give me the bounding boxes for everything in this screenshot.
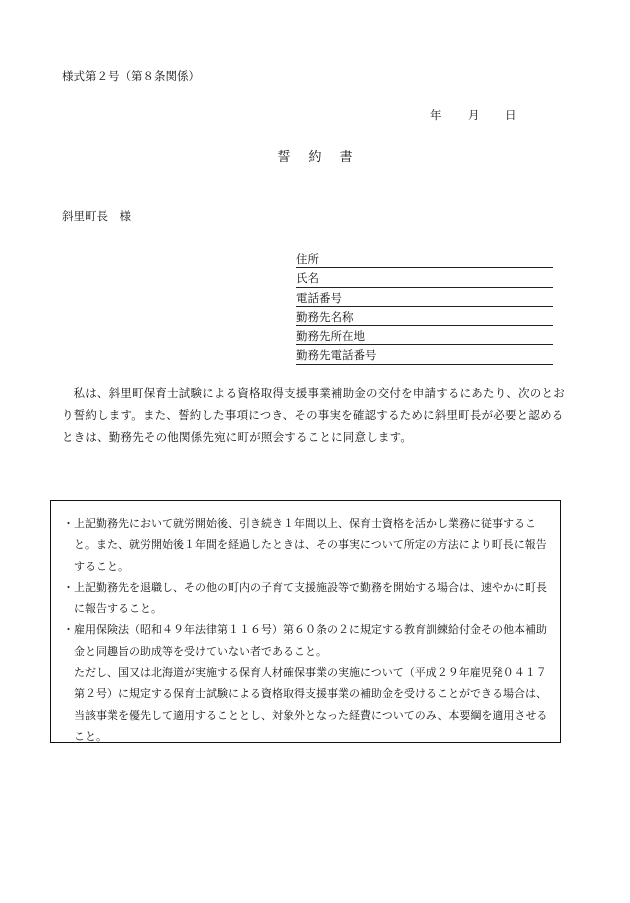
pledge-statement: 私は、斜里町保育士試験による資格取得支援事業補助金の交付を申請するにあたり、次のとおり誓約します。また、誓約した事項につき、その事実を確認するために斜里町長が必要と認めるときは、勤務先その他関係先宛に町が照会することに同意します。: [62, 386, 565, 444]
conditions-box: [50, 500, 561, 743]
field-label: 勤務先電話番号: [296, 348, 377, 363]
date-month-label: 月: [468, 108, 480, 122]
field-label: 電話番号: [296, 290, 342, 305]
condition-item: ・上記勤務先を退職し、その他の町内の子育て支援施設等で勤務を開始する場合は、速やかに町長に報告すること。: [63, 580, 547, 616]
addressee: 斜里町長 様: [62, 209, 131, 223]
condition-proviso: ただし、国又は北海道が実施する保育人材確保事業の実施について（平成２９年雇児発０４１７第２号）に規定する保育士試験による資格取得支援事業の補助金を受けることができる場合は、当該事業を優先して適用することとし、対象外となった経費についてのみ、本要綱を適用させること。: [74, 666, 548, 743]
condition-item: ・上記勤務先において就労開始後、引き続き１年間以上、保育士資格を活かし業務に従事すること。また、就労開始後１年間を経過したときは、その事実について所定の方法により町長に報告すること。: [63, 517, 547, 573]
document-title: 誓約書: [277, 150, 371, 165]
date-day-label: 日: [505, 108, 517, 122]
date-year-label: 年: [430, 108, 442, 122]
field-label: 勤務先名称: [296, 309, 354, 324]
form-number-label: 様式第２号（第８条関係）: [62, 69, 200, 83]
condition-item: ・雇用保険法（昭和４９年法律第１１６号）第６０条の２に規定する教育訓練給付金その他本補助金と同趣旨の助成等を受けていない者であること。: [63, 623, 547, 658]
workplace-phone-field[interactable]: [296, 345, 553, 364]
name-field[interactable]: [296, 268, 553, 287]
applicant-info-fields: [296, 249, 553, 365]
field-label: 住所: [296, 252, 319, 266]
address-field[interactable]: [296, 249, 553, 268]
workplace-address-field[interactable]: [296, 326, 553, 345]
field-label: 勤務先所在地: [296, 329, 365, 344]
field-label: 氏名: [296, 271, 319, 286]
conditions-list: [63, 513, 550, 747]
phone-field[interactable]: [296, 288, 553, 307]
workplace-name-field[interactable]: [296, 307, 553, 326]
